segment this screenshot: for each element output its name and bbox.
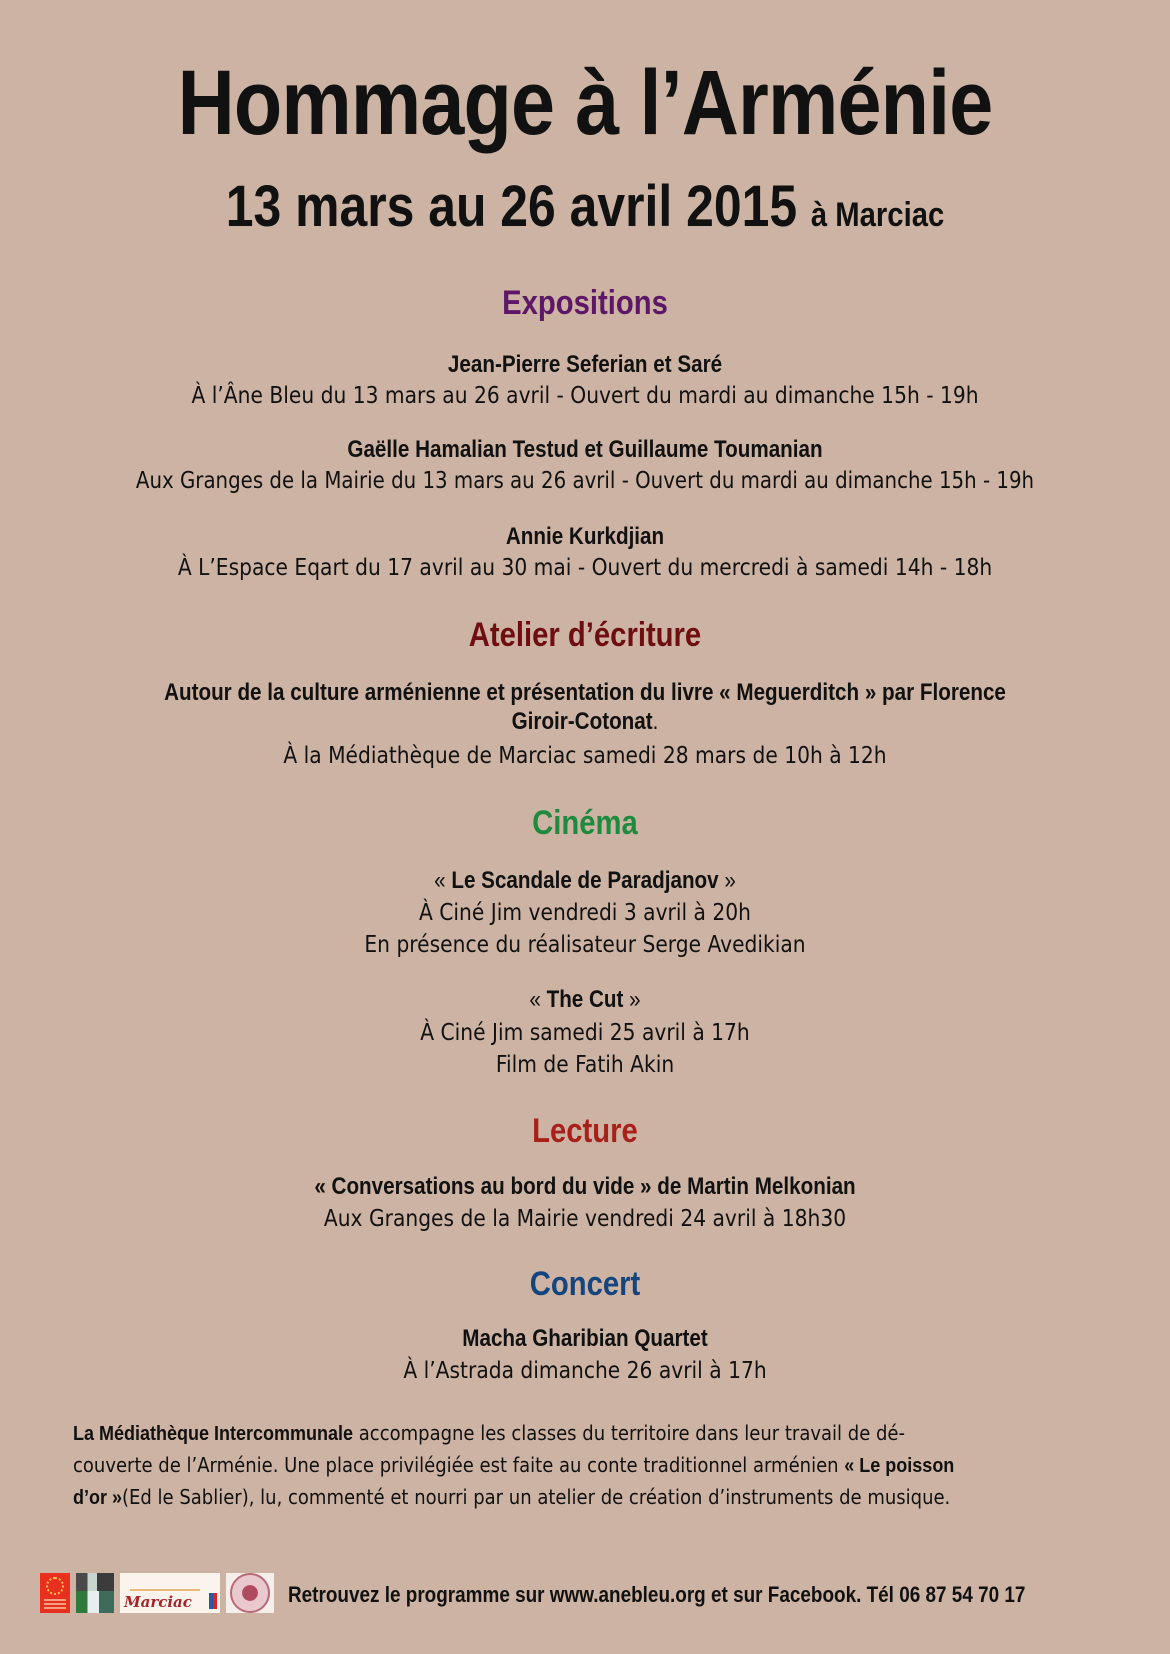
paragraph-line-3 (73, 1482, 1000, 1514)
exposition-2-title: Gaëlle Hamalian Testud et Guillaume Toumanian (347, 436, 823, 463)
exposition-3-details: À L’Espace Eqart du 17 avril au 30 mai - Ouvert du mercredi à samedi 14h - 18h (177, 555, 993, 581)
film-1-title (82, 866, 1088, 896)
film-1-screening: À Ciné Jim vendredi 3 avril à 20h (419, 900, 751, 926)
film-2-title (82, 985, 1088, 1015)
open-quote: « (434, 867, 452, 894)
atelier-title-line2 (82, 707, 1088, 737)
sponsor-logos (40, 1573, 274, 1613)
film-1-note: En présence du réalisateur Serge Avedikian (364, 932, 806, 958)
flag-icon (209, 1593, 217, 1609)
heading-cinema: Cinéma (532, 804, 638, 842)
paragraph-text: couverte de l’Arménie. Une place privilégiée est faite au conte traditionnel arménien (73, 1453, 845, 1477)
marciac-logo-text: Marciac (124, 1593, 192, 1611)
concert-details: À l’Astrada dimanche 26 avril à 17h (403, 1358, 767, 1384)
open-quote: « (529, 986, 547, 1013)
footer-info: Retrouvez le programme sur www.anebleu.org et sur Facebook. Tél 06 87 54 70 17 (288, 1582, 1026, 1607)
mediatheque-name: La Médiathèque Intercommunale (73, 1423, 354, 1445)
logo-wave (130, 1589, 200, 1591)
date-range: 13 mars au 26 avril 2015 (225, 174, 798, 239)
marciac-logo (120, 1573, 220, 1613)
atelier-author: Giroir-Cotonat (511, 708, 653, 735)
paragraph-line-2 (73, 1450, 1000, 1482)
book-title-part: « Le poisson (844, 1455, 955, 1477)
book-title-part: d’or » (73, 1487, 123, 1509)
heading-lecture: Lecture (532, 1112, 638, 1150)
poster-dates (82, 172, 1088, 250)
logo-caption (44, 1599, 66, 1601)
exposition-1-title: Jean-Pierre Seferian et Saré (447, 351, 723, 378)
heading-expositions: Expositions (502, 284, 668, 322)
heading-concert: Concert (529, 1265, 641, 1303)
lecture-title: « Conversations au bord du vide » de Martin Melkonian (314, 1173, 856, 1200)
close-quote: » (623, 986, 641, 1013)
atelier-period: . (652, 708, 659, 735)
close-quote: » (718, 867, 736, 894)
poster-title: Hommage à l’Arménie (177, 52, 993, 154)
film-2-note: Film de Fatih Akin (495, 1052, 675, 1078)
heading-atelier: Atelier d’écriture (468, 616, 702, 654)
seal-logo (226, 1573, 274, 1613)
mediatheque-paragraph (73, 1418, 1103, 1514)
exposition-2-details: Aux Granges de la Mairie du 13 mars au 26 avril - Ouvert du mardi au dimanche 15h - 19h (135, 468, 1035, 494)
film-1-name: Le Scandale de Paradjanov (451, 867, 719, 894)
mosaic-logo (76, 1573, 114, 1613)
seal-emblem-icon (230, 1573, 270, 1613)
occitan-cross-icon (46, 1577, 64, 1595)
film-2-screening: À Ciné Jim samedi 25 avril à 17h (420, 1020, 750, 1046)
exposition-1-details: À l’Âne Bleu du 13 mars au 26 avril - Ouvert du mardi au dimanche 15h - 19h (191, 383, 979, 409)
region-logo (40, 1573, 70, 1613)
atelier-title-line1: Autour de la culture arménienne et présentation du livre « Meguerditch » par Florence (164, 679, 1006, 706)
exposition-3-title: Annie Kurkdjian (505, 523, 665, 550)
paragraph-line-1 (73, 1418, 1000, 1450)
paragraph-text: accompagne les classes du territoire dans leur travail de dé- (353, 1421, 905, 1445)
location: à Marciac (810, 196, 945, 234)
atelier-details: À la Médiathèque de Marciac samedi 28 mars de 10h à 12h (283, 743, 887, 769)
concert-title: Macha Gharibian Quartet (462, 1325, 708, 1352)
film-2-name: The Cut (546, 986, 624, 1013)
paragraph-text: (Ed le Sablier), lu, commenté et nourri par un atelier de création d’instruments de musique. (122, 1485, 951, 1509)
lecture-details: Aux Granges de la Mairie vendredi 24 avril à 18h30 (323, 1206, 847, 1232)
